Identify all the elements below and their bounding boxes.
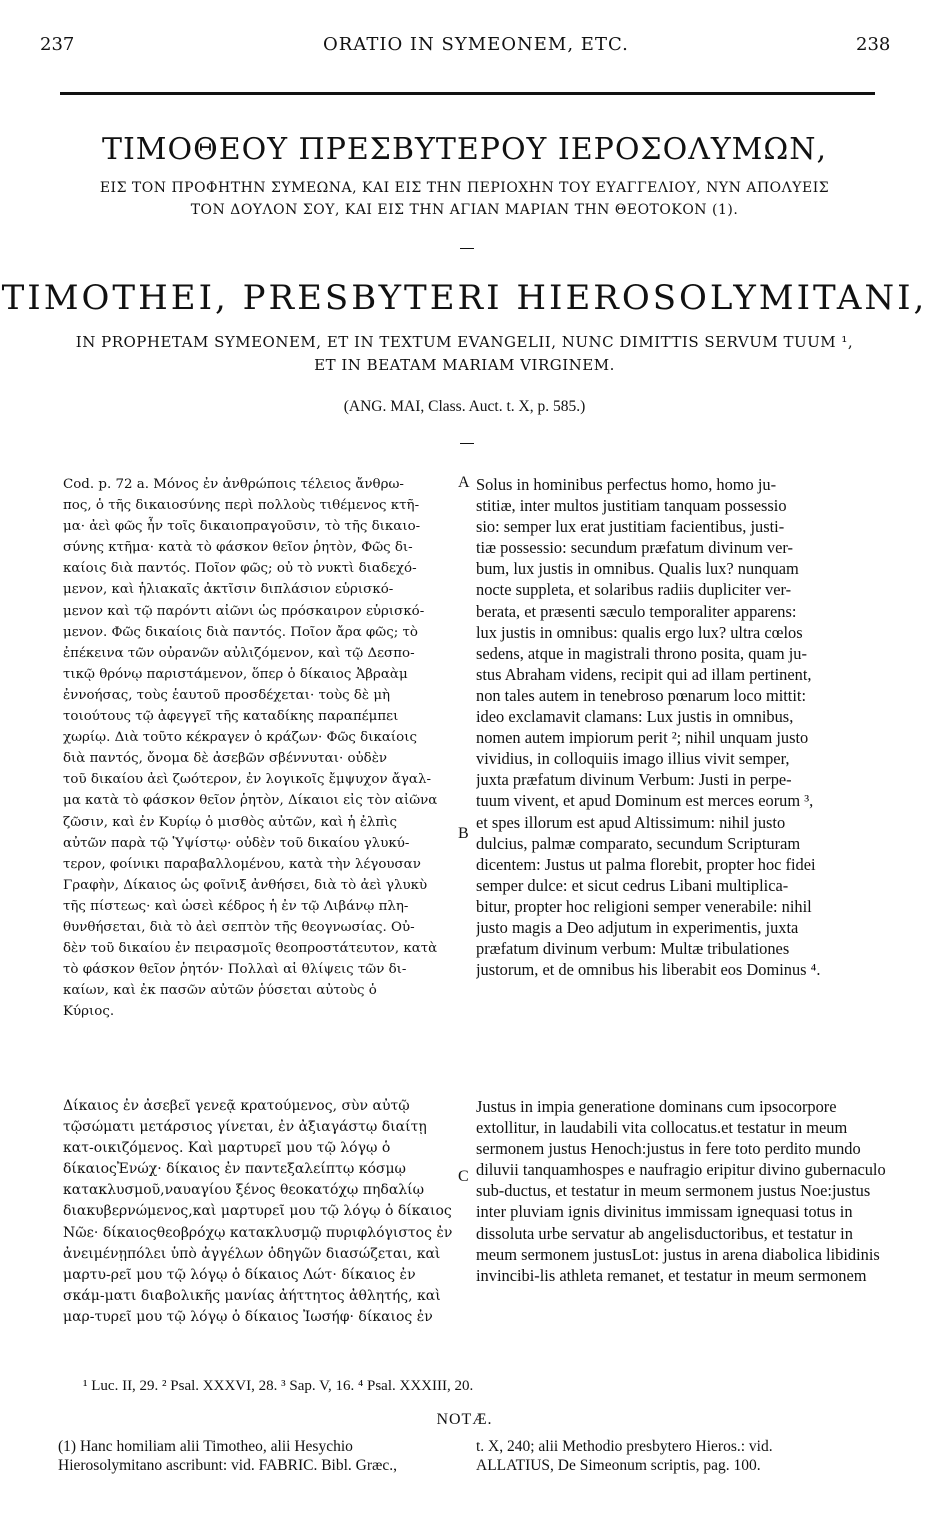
greek-text-line: μενον καὶ τῷ παρόντι αἰῶνι ὡς πρόσκαιρον εὑρισκό- [63,603,425,619]
greek-text-line: θυνθήσεται, διὰ τὸ ἀεὶ σεπτὸν τῆς θεογνωσίας. Οὐ- [63,919,415,935]
greek-text-line: τυρεῖ μου τῷ λόγῳ ὁ δίκαιος Ἰωσήφ· δίκαιος ἐν [94,1308,433,1325]
latin-text-line: ideo exclamavit clamans: Lux justis in omnibus, [476,707,794,727]
greek-text-line: καὶ μαρτυρεῖ μου τῷ λόγῳ ὁ δίκαιος Νῶε· δίκαιος [63,1203,452,1241]
latin-subtitle-line-1: IN PROPHETAM SYMEONEM, ET IN TEXTUM EVANGELII, NUNC DIMITTIS SERVUM TUUM ¹, [75,333,854,351]
latin-text-line: juxta præfatum divinum Verbum: Justi in perpe- [476,770,792,790]
latin-text-line: lis athleta remanet, et testatur in meum sermonem [539,1265,867,1285]
greek-text-line: ἐννοήσας, τοὺς ἑαυτοῦ προσδέχεται· τοὺς δὲ μὴ [63,687,391,703]
greek-text-line: καίων, καὶ ἐκ πασῶν αὐτῶν ῥύσεται αὐτοὺς ὁ [63,983,377,999]
greek-text-line: Κύριος. [63,1004,115,1020]
latin-text-line: nomen autem impiorum perit ²; nihil unquam justo [476,728,809,748]
greek-text-line: ἐπέκεινα τῶν οὐρανῶν αὐλιζόμενον, καὶ τῷ Δεσπο- [63,645,415,661]
latin-text-line: justorum, et de omnibus his liberabit eos Dominus ⁴. [476,960,821,980]
greek-text-line: θεοβρόχῳ κατακλυσμῷ πυριφλόγιστος ἐν ἀνειμένῃ [63,1224,453,1262]
latin-text-line: bum, lux justis in omnibus. Qualis lux? nunquam [476,559,799,579]
notes-heading: NOTÆ. [436,1411,493,1428]
latin-text-line: tuum vivent, et apud Dominum est merces eorum ³, [476,791,814,811]
greek-subtitle-line-1: ΕΙΣ ΤΟΝ ΠΡΟΦΗΤΗΝ ΣΥΜΕΩΝΑ, ΚΑΙ ΕΙΣ ΤΗΝ ΠΕΡΙΟΧΗΝ ΤΟΥ ΕΥΑΓΓΕΛΙΟΥ, ΝΥΝ ΑΠΟΛΥΕΙΣ [99,180,830,196]
separator-dash [460,248,474,249]
greek-text-line: μα κατὰ τὸ φάσκον θεῖον ῥητὸν, Δίκαιοι εἰς τὸν αἰῶνα [63,793,438,809]
margin-marker-c: C [458,1168,469,1185]
greek-text-line: αὐτῶν παρὰ τῷ Ὑψίστῳ· οὐδὲν τοῦ δικαίου γλυκύ- [63,835,410,851]
latin-text-line: stus Abraham videns, recipit qui ad illam pertinent, [476,664,812,684]
greek-text-line: ματι διαβολικῆς μανίας ἀήττητος ἀθλητής, καὶ μαρ- [63,1287,441,1325]
note-right-line-1: t. X, 240; alii Methodio presbytero Hieros.: vid. [476,1438,773,1455]
greek-subtitle-line-2: ΤΟΝ ΔΟΥΛΟΝ ΣΟΥ, ΚΑΙ ΕΙΣ ΤΗΝ ΑΓΙΑΝ ΜΑΡΙΑΝ ΤΗΝ ΘΕΟΤΟΚΟΝ (1). [190,202,739,218]
latin-text-line: lux justis in omnibus: qualis ergo lux? ultra cœlos [476,622,803,642]
greek-text-line: ρεῖ μου τῷ λόγῳ ὁ δίκαιος Λώτ· δίκαιος ἐν σκάμ- [63,1266,416,1304]
greek-text-line: σώματι μετάρσιος γίνεται, ἐν ἀξιαγάστῳ διαίτῃ κατ- [63,1119,427,1157]
greek-text-line: τῆς πίστεως· καὶ ὡσεὶ κέδρος ἡ ἐν τῷ Λιβάνῳ πλη- [63,898,409,914]
latin-text-line: bitur, propter hoc religioni semper venerabile: nihil [476,896,812,916]
greek-text-line: μα· ἀεὶ φῶς ἦν τοῖς δικαιοπραγοῦσιν, τὸ τῆς δικαιο- [63,519,421,535]
greek-text-line: τοιούτους τῷ ἀφεγγεῖ τῆς καταδίκης παραπέμπει [63,709,399,725]
greek-text-line: Ἐνώχ· δίκαιος ἐν παντεξαλείπτῳ κόσμῳ κατακλυσμοῦ, [63,1161,406,1199]
latin-text-line: justus in fere toto perdito mundo diluvii tanquam [476,1139,861,1180]
latin-text-line: dulcius, palmæ comparato, secundum Scripturam [476,833,801,853]
page-number-left: 237 [40,34,75,55]
greek-text-line: Δίκαιος ἐν ἀσεβεῖ γενεᾷ κρατούμενος, σὺν αὐτῷ τῷ [63,1098,410,1136]
header-rule [60,92,875,95]
latin-text-line: ductoribus, et testatur in meum sermonem justus [476,1223,853,1264]
greek-column-paragraph-2 [63,1096,460,1328]
greek-column [63,474,460,1022]
greek-text-line: καίοις διὰ παντός. Ποῖον φῶς; οὐ τὸ νυκτὶ διαδεχό- [63,561,417,577]
note-right [476,1437,773,1475]
latin-column [476,474,894,980]
latin-text-line: et spes illorum est apud Altissimum: nihil justo [476,812,786,832]
latin-text-line: vividius, in colloquiis imago illius vivit semper, [476,749,790,769]
latin-text-line: tiæ possessio: secundum præfatum divinum ver- [476,538,793,558]
greek-text-line: μενον, καὶ ἡλιακαῖς ἀκτῖσιν διπλάσιον εὑρισκό- [63,582,394,598]
greek-text-line: τοῦ δικαίου ἀεὶ ζωότερον, ἐν λογικοῖς ἔμψυχον ἄγαλ- [63,772,431,788]
latin-text-line: non tales autem in tenebroso pœnarum loco mittit: [476,685,807,705]
note-left [58,1437,397,1475]
latin-text-line: præfatum divinum verbum: Multæ tribulationes [476,939,790,959]
greek-text-line: δὲν τοῦ δικαίου ἐν πειρασμοῖς θεοπροστάτευτον, κατὰ [63,941,438,957]
greek-text-line: μενον. Φῶς δικαίοις διὰ παντός. Ποῖον ἄρα φῶς; τὸ [63,624,418,640]
separator-dash-2 [460,443,474,444]
latin-text-line: justo magis a Deo adjutum in experimentis, juxta [476,917,799,937]
latin-text-line: sedens, atque in magistrali throno posita, quam ju- [476,643,807,663]
source-citation: (ANG. MAI, Class. Auct. t. X, p. 585.) [343,398,586,415]
margin-marker-a: A [458,474,470,491]
latin-text-line: dicentem: Justus ut palma florebit, propter hoc fidei [476,854,816,874]
latin-text-line: Justus in impia generatione dominans cum ipso [476,1097,787,1116]
greek-text-line: τικῷ θρόνῳ παριστάμενον, ὅπερ ὁ δίκαιος Ἀβραὰμ [63,666,408,682]
latin-text-line: et testatur in meum sermonem justus Henoch: [476,1118,848,1159]
footnotes: ¹ Luc. II, 29. ² Psal. XXXVI, 28. ³ Sap. V, 16. ⁴ Psal. XXXIII, 20. [83,1378,474,1394]
greek-text-line: Cod. p. 72 a. Μόνος ἐν ἀνθρώποις τέλειος ἄνθρω- [63,477,404,492]
greek-text-line: τὸ φάσκον θεῖον ῥητόν· Πολλαὶ αἱ θλίψεις τῶν δι- [63,962,407,978]
margin-marker-b: B [458,825,469,842]
latin-text-line: stitiæ, inter multos justitiam tanquam possessio [476,496,787,516]
greek-text-line: ναυαγίου ξένος θεοκατόχῳ πηδαλίῳ διακυβερνώμενος, [63,1182,425,1220]
latin-text-line: Lot: justus in arena diabolica libidinis invincibi- [476,1244,880,1285]
note-left-line-2: Hierosolymitano ascribunt: vid. FABRIC. Bibl. Græc., [58,1457,397,1474]
greek-text-line: διὰ παντός, ὄνομα δὲ ἀσεβῶν σβέννυται· οὐδὲν [63,751,388,767]
greek-text-line: πόλει ὑπὸ ἀγγέλων ὁδηγῶν διασώζεται, καὶ μαρτυ- [63,1245,441,1283]
latin-column-paragraph-2 [476,1096,894,1286]
latin-title: TIMOTHEI, PRESBYTERI HIEROSOLYMITANI, [1,278,928,318]
greek-text-line: Γραφὴν, Δίκαιος ὡς φοῖνιξ ἀνθήσει, διὰ τὸ ἀεὶ γλυκὺ [63,877,428,893]
latin-text-line: ductus, et testatur in meum sermonem justus Noe: [504,1181,832,1201]
greek-text-line: χωρίῳ. Διὰ τοῦτο κέκραγεν ὁ κράζων· Φῶς δικαίοις [63,730,417,746]
greek-title: ΤΙΜΟΘΕΟΥ ΠΡΕΣΒΥΤΕΡΟΥ ΙΕΡΟΣΟΛΥΜΩΝ, [101,132,828,167]
note-right-line-2: ALLATIUS, De Simeonum scriptis, pag. 100. [476,1457,761,1474]
note-left-line-1: (1) Hanc homiliam alii Timotheo, alii Hesychio [58,1438,353,1455]
running-title: ORATIO IN SYMEONEM, ETC. [323,34,629,55]
latin-text-line: justus inter pluviam ignis divinitus immissam igne [476,1181,871,1222]
latin-text-line: berata, et præsenti sæculo temporaliter apparens: [476,601,797,621]
latin-text-line: sio: semper lux erat justitiam facientibus, justi- [476,517,785,537]
latin-text-line: Solus in hominibus perfectus homo, homo ju- [476,475,777,494]
greek-text-line: σύνης κτῆμα· κατὰ τὸ φάσκον θεῖον ῥητὸν, Φῶς δι- [63,540,413,556]
greek-text-line: ζῶσιν, καὶ ἐν Κυρίῳ ὁ μισθὸς αὐτῶν, καὶ ἡ ἐλπὶς [63,814,398,830]
greek-text-line: πος, ὁ τῆς δικαιοσύνης περὶ πολλοὺς τιθέμενος κτῆ- [63,498,420,514]
latin-text-line: quasi totus in dissoluta urbe servatur ab angelis [476,1202,853,1243]
page-number-right: 238 [856,34,891,55]
greek-text-line: τερον, φοίνικι παραβαλλομένου, κατὰ τὴν λέγουσαν [63,856,421,872]
latin-text-line: corpore extollitur, in laudabili vita collocatus. [476,1097,837,1138]
greek-text-line: οικιζόμενος. Καὶ μαρτυρεῖ μου τῷ λόγῳ ὁ δίκαιος [63,1140,391,1178]
latin-text-line: nocte suppleta, et solaribus radiis dupliciter ver- [476,580,792,600]
latin-text-line: hospes e naufragio eripitur divino gubernaculo sub- [476,1160,886,1201]
latin-text-line: semper dulce: et sicut cedrus Libani multiplica- [476,875,789,895]
latin-subtitle-line-2: ET IN BEATAM MARIAM VIRGINEM. [314,356,615,374]
